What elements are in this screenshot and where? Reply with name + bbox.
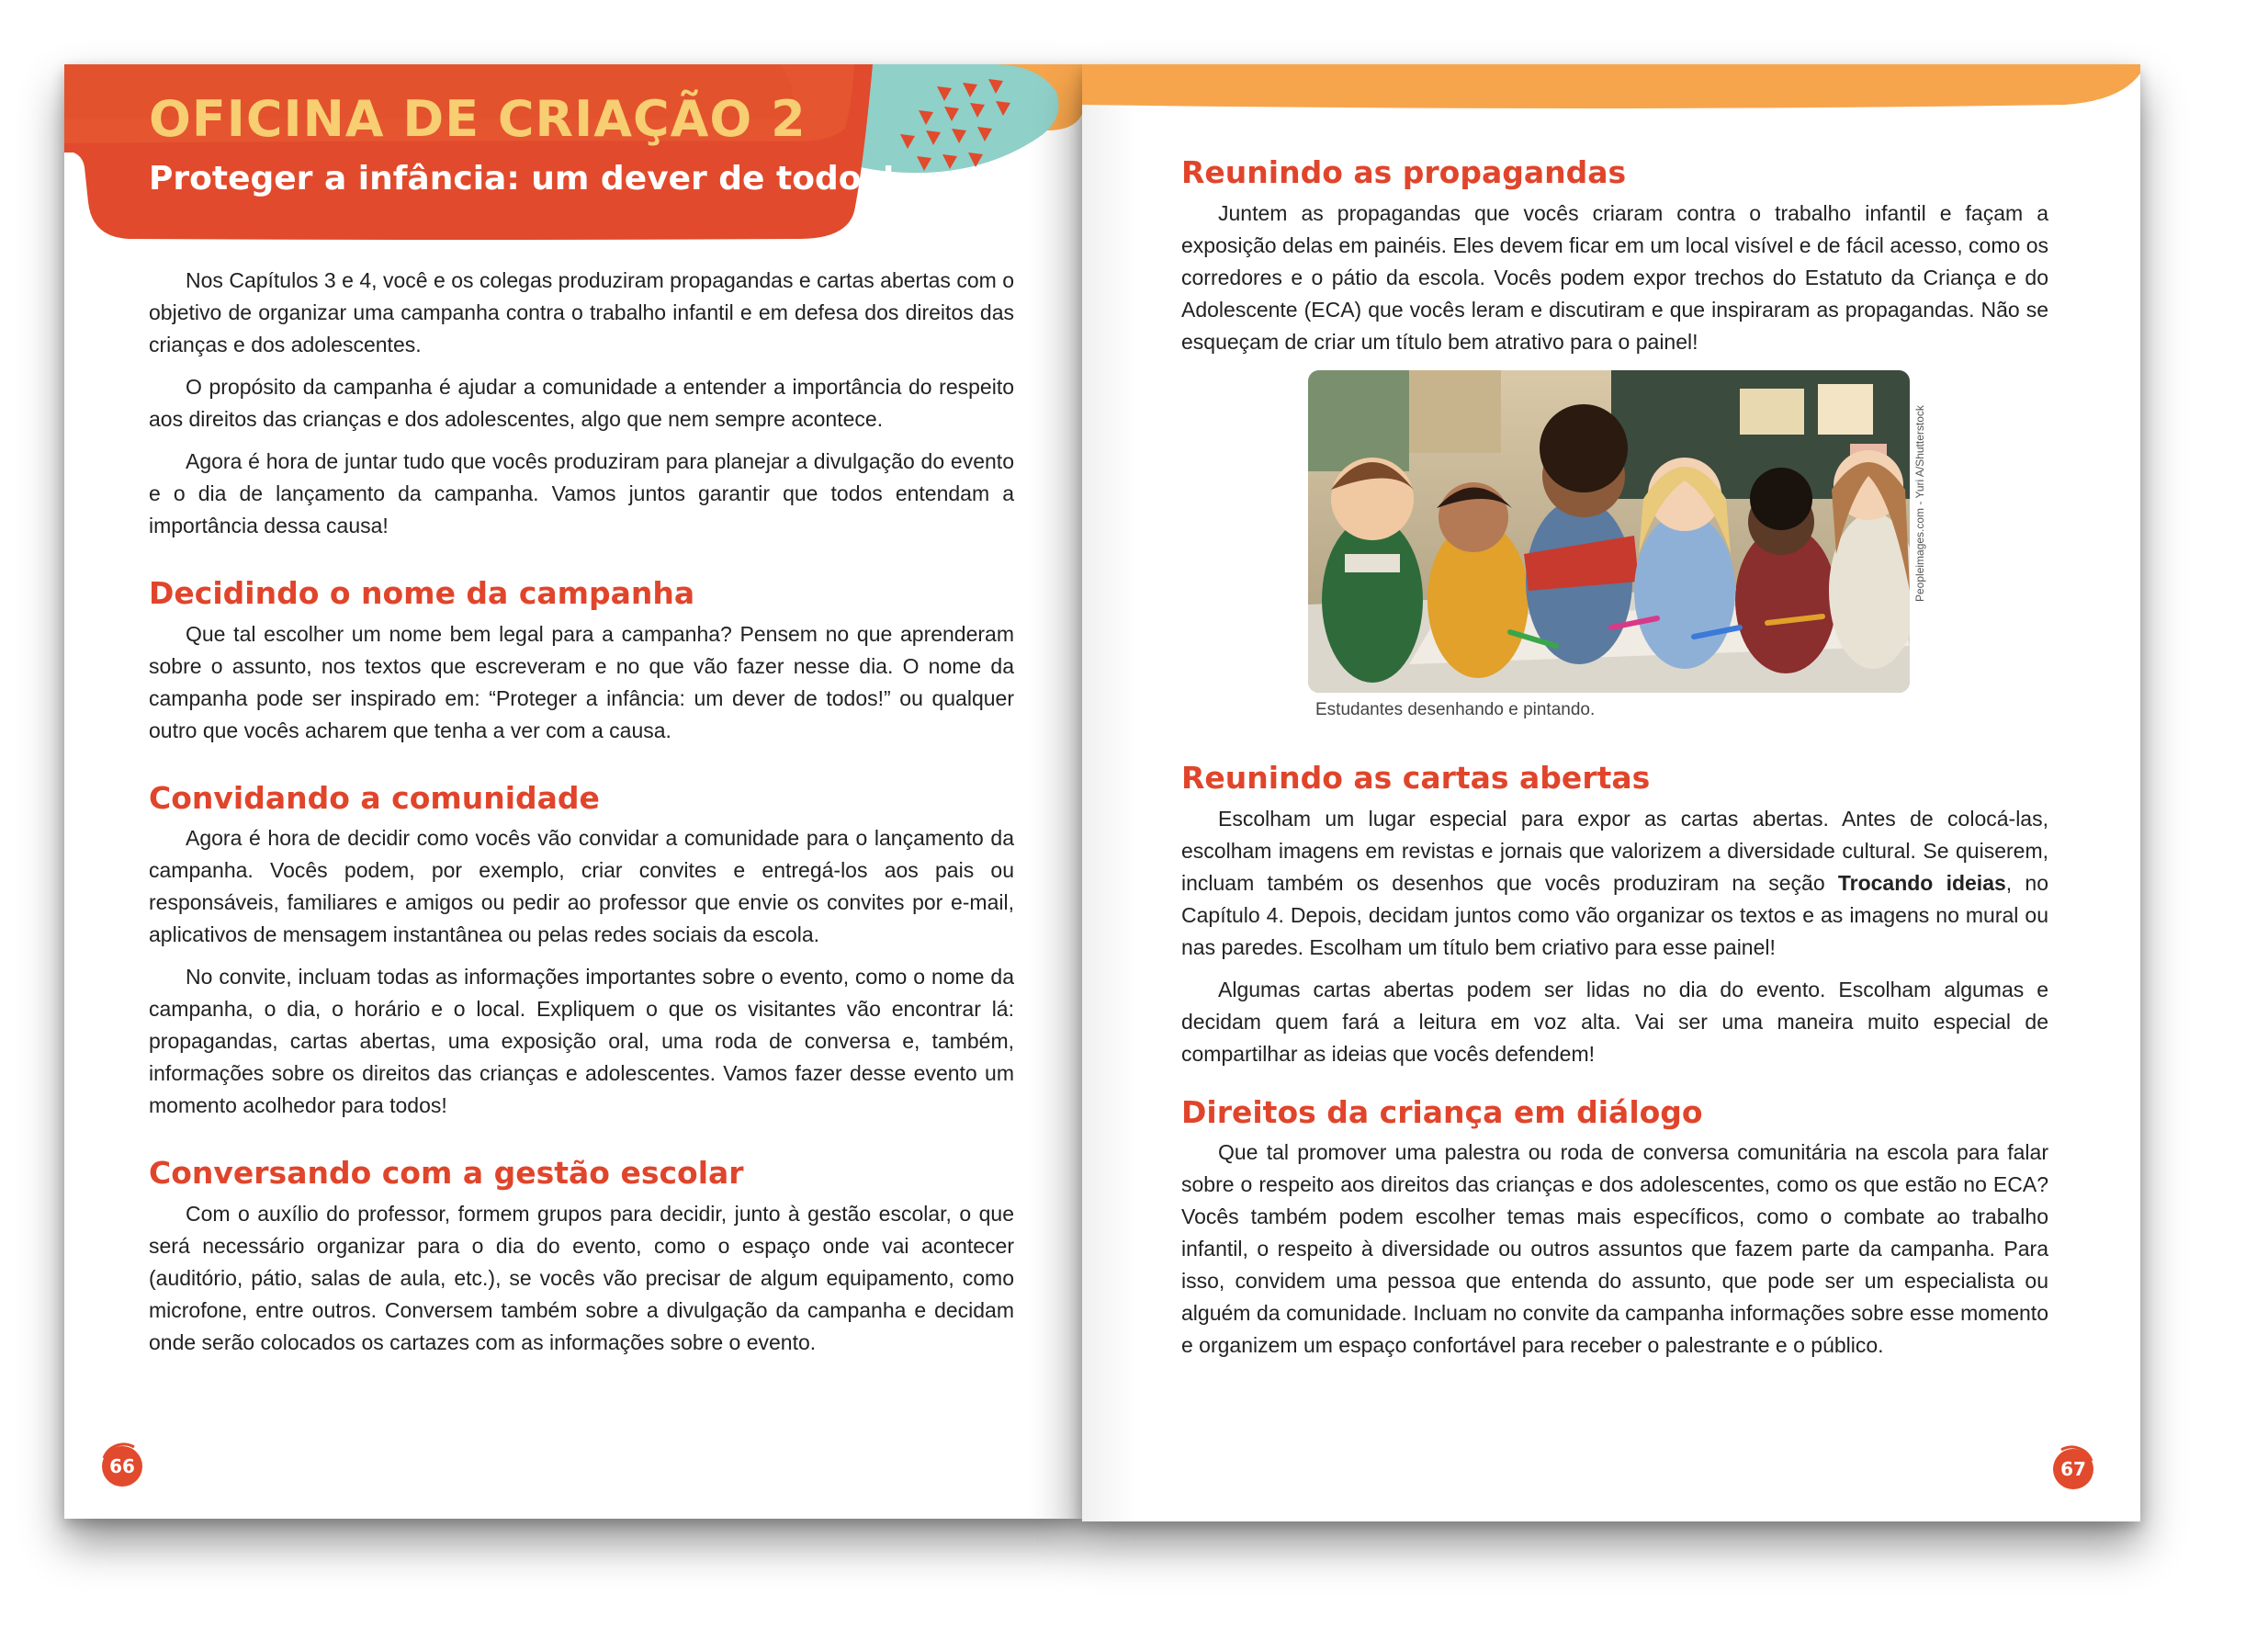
section-heading-campaign-name: Decidindo o nome da campanha: [149, 575, 695, 611]
intro-paragraph: Nos Capítulos 3 e 4, você e os colegas produziram propagandas e cartas abertas com o objetivo de organizar uma campanha contra o trabalho infantil e em defesa dos direitos das crianças e dos adolescentes.: [149, 268, 1014, 356]
section-paragraph: Que tal escolher um nome bem legal para a campanha? Pensem no que aprenderam sobre o assunto, nos textos que escreveram e no que vão fazer nesse dia. O nome da campanha pode ser inspirado em: “Proteger a infância: um dever de todos!” ou qualquer outro que vocês acharem que tenha a ver com a causa.: [149, 621, 1014, 742]
bold-term: Trocando ideias: [1837, 870, 2006, 895]
page-number: 66: [109, 1455, 135, 1477]
intro-paragraph: Agora é hora de juntar tudo que vocês produziram para planejar a divulgação do evento e o dia de lançamento da campanha. Vamos juntos garantir que todos entendam a importância dessa causa!: [149, 449, 1014, 537]
left-content: [149, 265, 1014, 1359]
section-paragraph: No convite, incluam todas as informações importantes sobre o evento, como o nome da campanha, o dia, o horário e o local. Expliquem o que os visitantes vão encontrar lá: propagandas, cartas abertas, uma exposição oral, uma roda de conversa e, também, informações sobre os direitos das crianças e adolescentes. Vamos fazer desse evento um momento acolhedor para todos!: [149, 965, 1014, 1118]
spine-shade: [1082, 64, 1137, 1521]
paragraph-text: , no Capítulo 4. Depois, decidam juntos como vão organizar os textos e as imagens no mural ou nas paredes. Escolham um título bem criativo para esse painel!: [1181, 870, 2048, 959]
section-heading-school-management: Conversando com a gestão escolar: [149, 1155, 744, 1192]
right-top-content: [1181, 153, 2048, 358]
photo-credit: Peopleimages.com - Yuri A/Shutterstock: [1913, 405, 1926, 602]
workshop-subtitle: Proteger a infância: um dever de todos!: [149, 160, 897, 198]
header-band: [1082, 64, 2140, 119]
page-number-badge: [96, 1440, 149, 1493]
section-paragraph: Com o auxílio do professor, formem grupos para decidir, junto à gestão escolar, o que será necessário organizar para o dia do evento, como o espaço onde vai acontecer (auditório, pátio, salas de aula, etc.), se vocês vão precisar de algum equipamento, como microfone, entre outros. Conversem também sobre a divulgação da campanha e decidam onde serão colocados os cartazes com as informações sobre o evento.: [149, 1201, 1014, 1354]
section-heading-advertisements: Reunindo as propagandas: [1181, 154, 1627, 190]
section-heading-inviting-community: Convidando a comunidade: [149, 779, 600, 816]
right-bottom-content: [1181, 758, 2048, 1362]
page-number-badge: [2047, 1442, 2100, 1496]
photo-caption: Estudantes desenhando e pintando.: [1315, 700, 1596, 719]
section-paragraph: [1181, 803, 2048, 964]
students-photo: [1308, 370, 1910, 693]
paragraph-text: Escolham um lugar especial para expor as cartas abertas. Antes de colocá-las, escolham imagens em revistas e jornais que valorizem a diversidade cultural. Se quiserem, incluam também os desenhos que vocês produziram na seção: [1181, 806, 2048, 895]
section-paragraph: Agora é hora de decidir como vocês vão convidar a comunidade para o lançamento da campanha. Vocês podem, por exemplo, criar convites e entregá-los aos pais ou responsáveis, familiares e amigos ou pedir ao professor que envie os convites por e-mail, aplicativos de mensagem instantânea ou pelas redes sociais da escola.: [149, 826, 1014, 947]
spine-shade: [1027, 64, 1082, 1519]
section-heading-children-rights: Direitos da criança em diálogo: [1181, 1093, 1703, 1130]
workshop-title: OFICINA DE CRIAÇÃO 2: [149, 90, 807, 148]
left-page: [64, 64, 1082, 1519]
section-paragraph: Que tal promover uma palestra ou roda de conversa comunitária na escola para falar sobre o respeito aos direitos das crianças e dos adolescentes, como os que estão no ECA? Vocês também podem escolher temas mais específicos, como o combate ao trabalho infantil, o respeito à diversidade ou outros assuntos que fazem parte da campanha. Para isso, convidem uma pessoa que entenda do assunto, que pode ser um especialista ou alguém da comunidade. Incluam no convite da campanha informações sobre esse momento e organizem um espaço confortável para receber o palestrante e o público.: [1181, 1140, 2048, 1358]
intro-paragraph: O propósito da campanha é ajudar a comunidade a entender a importância do respeito aos direitos das crianças e dos adolescentes, algo que nem sempre acontece.: [149, 375, 1014, 431]
section-paragraph: Juntem as propagandas que vocês criaram contra o trabalho infantil e façam a exposição delas em painéis. Eles devem ficar em um local visível e de fácil acesso, como os corredores e o pátio da escola. Vocês podem expor trechos do Estatuto da Criança e do Adolescente (ECA) que vocês leram e discutiram e que inspiraram as propagandas. Não se esqueçam de criar um título bem atrativo para o painel!: [1181, 200, 2048, 354]
section-heading-open-letters: Reunindo as cartas abertas: [1181, 760, 1651, 796]
students-drawing-image: [1308, 370, 1910, 693]
right-page: [1082, 64, 2140, 1521]
page-number: 67: [2060, 1458, 2086, 1480]
section-paragraph: Algumas cartas abertas podem ser lidas no dia do evento. Escolham algumas e decidam quem fará a leitura em voz alta. Vai ser uma maneira muito especial de compartilhar as ideias que vocês defendem!: [1181, 977, 2048, 1066]
